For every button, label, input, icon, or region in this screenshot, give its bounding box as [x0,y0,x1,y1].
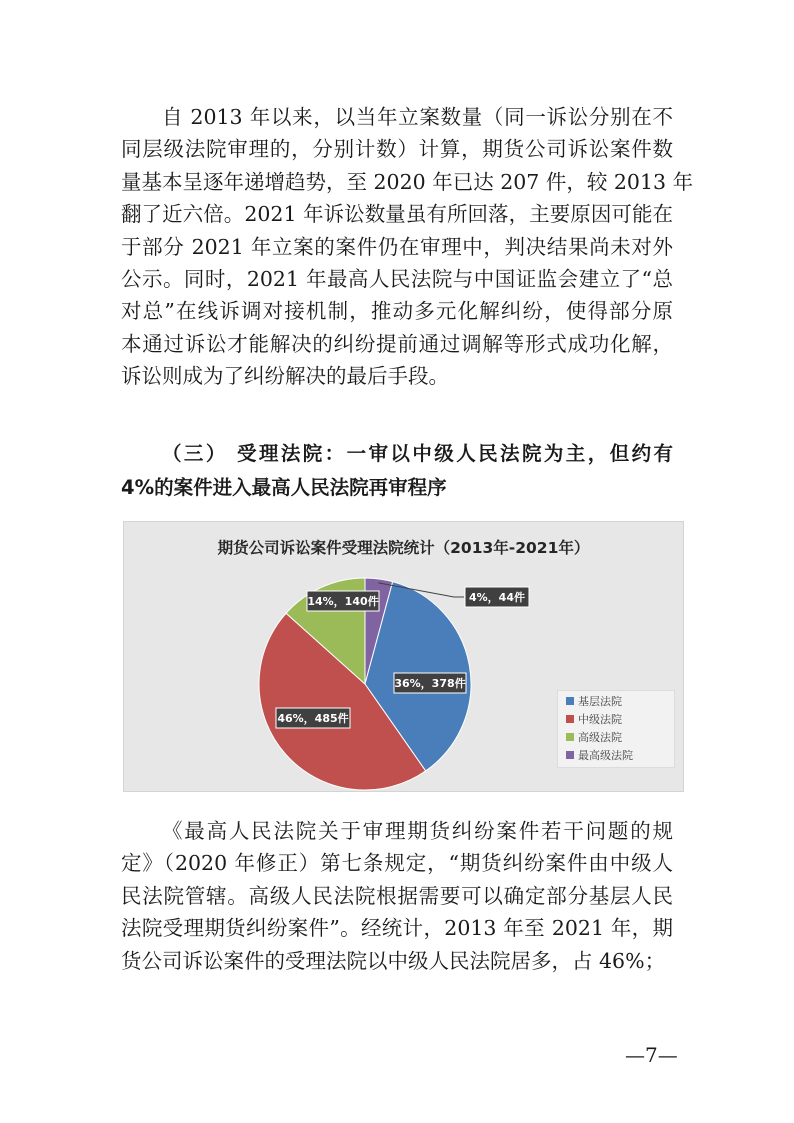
data-label-text: 36%，378件 [394,677,466,690]
section-heading [121,437,673,505]
paragraph-line: 翻了近六倍。2021 年诉讼数量虽有所回落，主要原因可能在 [121,202,673,227]
data-label-text: 14%，140件 [307,595,379,608]
data-label-0 [394,673,466,693]
legend-swatch [566,733,574,741]
paragraph-line: 同层级法院审理的，分别计数）计算，期货公司诉讼案件数 [121,137,673,162]
legend-label: 基层法院 [578,695,622,708]
data-label-text: 46%，485件 [277,712,349,725]
legend-label: 最高级法院 [578,749,633,762]
data-label-3 [465,587,529,607]
chart-title: 期货公司诉讼案件受理法院统计（2013年-2021年） [217,539,590,557]
paragraph-line: 定》（2020 年修正）第七条规定，“期货纠纷案件由中级人 [121,851,673,876]
data-label-text: 4%，44件 [469,591,525,604]
heading-line: 4%的案件进入最高人民法院再审程序 [121,476,447,499]
body-paragraph-1 [121,101,694,393]
legend-label: 中级法院 [578,713,622,726]
paragraph-line: 对总”在线诉调对接机制，推动多元化解纠纷，使得部分原 [121,299,673,324]
paragraph-line: 诉讼则成为了纠纷解决的最后手段。 [121,364,449,389]
paragraph-line: 《最高人民法院关于审理期货纠纷案件若干问题的规 [162,819,673,843]
paragraph-line: 货公司诉讼案件的受理法院以中级人民法院居多，占 46%； [121,948,666,973]
data-label-1 [276,708,350,728]
legend-swatch [566,697,574,705]
legend-item [566,712,622,728]
legend-swatch [566,751,574,759]
data-label-2 [307,591,379,611]
paragraph-line: 自 2013 年以来，以当年立案数量（同一诉讼分别在不 [162,105,673,129]
paragraph-line: 公示。同时，2021 年最高人民法院与中国证监会建立了“总 [121,266,673,291]
paragraph-line: 本通过诉讼才能解决的纠纷提前通过调解等形式成功化解， [121,331,673,356]
paragraph-line: 量基本呈逐年递增趋势，至 2020 年已达 207 件，较 2013 年 [121,169,694,194]
body-paragraph-2 [121,815,673,977]
paragraph-line: 民法院管辖。高级人民法院根据需要可以确定部分基层人民 [121,883,673,908]
legend-swatch [566,715,574,723]
legend-item [566,694,622,710]
page-number: —7— [625,1043,678,1067]
paragraph-line: 于部分 2021 年立案的案件仍在审理中，判决结果尚未对外 [121,234,673,259]
chart-legend [557,690,675,768]
legend-item [566,748,633,764]
pie-chart-figure [123,521,684,792]
heading-line: （三） 受理法院：一审以中级人民法院为主，但约有 [162,442,673,465]
paragraph-line: 法院受理期货纠纷案件”。经统计，2013 年至 2021 年，期 [121,916,673,941]
legend-label: 高级法院 [578,731,622,744]
legend-item [566,730,622,746]
